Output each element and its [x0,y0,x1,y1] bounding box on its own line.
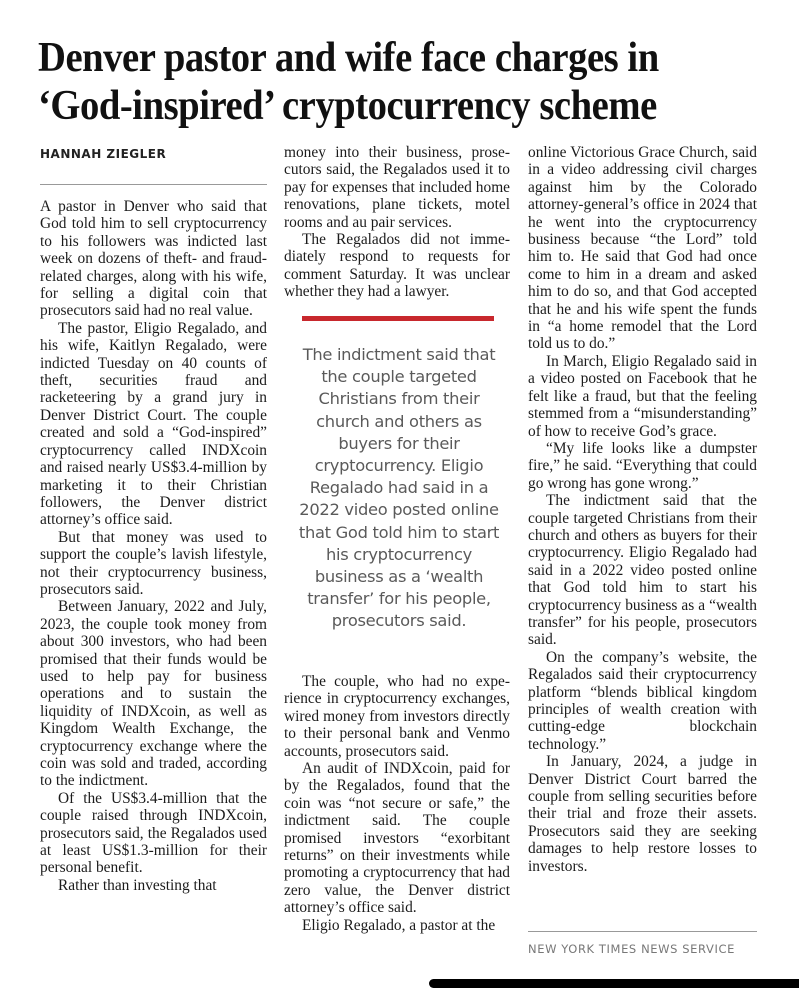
credit-divider [528,931,757,932]
paragraph: The indictment said that the couple targeted Christians from their church and others as buyers for their cryptocurrency. Eligio Regalado had said in a 2022 video posted online that God told him to start his cryptocurrency business as a “wealth transfer” for his people, prosecutors said. [528,492,757,649]
headline: Denver pastor and wife face charges in ‘God-inspired’ cryptocurrency scheme [38,35,659,129]
paragraph: Rather than investing that [58,876,217,894]
article-column-2-top [284,144,510,301]
paragraph: On the company’s website, the Regalados said their cryptocurrency platform “blends biblical kingdom principles of wealth creation with cutting-edge blockchain technology.” [528,648,757,753]
article-column-3 [528,144,757,875]
byline: HANNAH ZIEGLER [40,147,167,161]
paragraph: In January, 2024, a judge in Denver District Court barred the couple from selling securities before their trial and froze their assets. Prosecutors said they are seeking damages to help restore losses to investors. [528,753,757,875]
paragraph: But that money was used to support the couple’s lavish lifestyle, not their cryptocurrency business, prosecutors said. [40,528,267,598]
news-service-credit: NEW YORK TIMES NEWS SERVICE [528,942,735,956]
paragraph: An audit of INDXcoin, paid for by the Regalados, found that the coin was “not secure or safe,” the indictment said. The couple promised investors “exorbitant returns” on their investments while promoting a cryptocurrency that had zero value, the Denver district attorney’s office said. [284,760,510,917]
paragraph: Between January, 2022 and July, 2023, the couple took money from about 300 investors, who had been promised that their funds would be used to help pay for business operations and to sustain the liquidity of INDXcoin, as well as Kingdom Wealth Exchange, the cryptocurrency exchange where the coin was sold and traded, according to the indictment. [40,598,267,790]
horizontal-scrollbar[interactable] [429,979,799,988]
article-column-2-bottom [284,673,510,934]
paragraph: The couple, who had no experience in cryptocurrency exchanges, wired money from investors directly to their personal bank and Venmo accounts, prosecutors said. [284,673,510,760]
paragraph: online Victorious Grace Church, said in a video addressing civil charges against him by the Colorado attorney-general’s office in 2024 that he went into the cryptocurrency business because “the Lord” told him to. He said that God had once come to him in a dream and asked him to do so, and that God accepted that he and his wife spent the funds in “a home remodel that the Lord told us to do.” [528,144,757,353]
paragraph: Of the US$3.4-million that the couple raised through INDXcoin, prosecutors said, the Regalados used at least US$1.3-million for their personal benefit. [40,789,267,877]
article-column-1 [40,198,267,894]
paragraph: The Regalados did not immediately respond to requests for comment Saturday. It was unclear whether they had a lawyer. [284,231,510,301]
paragraph: The pastor, Eligio Regalado, and his wife, Kaitlyn Regalado, were indicted Tuesday on 40 counts of theft, securities fraud and racketeering by a grand jury in Denver District Court. The couple created and sold a “God-inspired” cryptocurrency called INDXcoin and raised nearly US$3.4-million by marketing it to their Christian followers, the Denver district attorney’s office said. [40,319,267,529]
paragraph: In March, Eligio Regalado said in a video posted on Facebook that he felt like a fraud, but that the feeling stemmed from a “misunderstanding” of how to receive God’s grace. [528,352,757,440]
paragraph: money into their business, prosecutors said, the Regalados used it to pay for expenses that included home renovations, plane tickets, motel rooms and au pair services. [284,144,510,231]
pullquote: The indictment said that the couple targeted Christians from their church and others as buyers for their cryptocurrency. Eligio Regalado had said in a 2022 video posted online that God told him to start his cryptocurrency business as a ‘wealth transfer’ for his people, prosecutors said. [298,345,500,631]
paragraph: A pastor in Denver who said that God told him to sell cryptocurrency to his followers was indicted last week on dozens of theft- and fraud-related charges, along with his wife, for selling a digital coin that prosecutors said had no real value. [40,198,267,320]
paragraph: “My life looks like a dumpster fire,” he said. “Everything that could go wrong has gone wrong.” [528,439,757,492]
byline-divider [40,184,267,185]
pullquote-accent-rule [302,316,494,321]
paragraph: Eligio Regalado, a pastor at the [302,916,496,934]
